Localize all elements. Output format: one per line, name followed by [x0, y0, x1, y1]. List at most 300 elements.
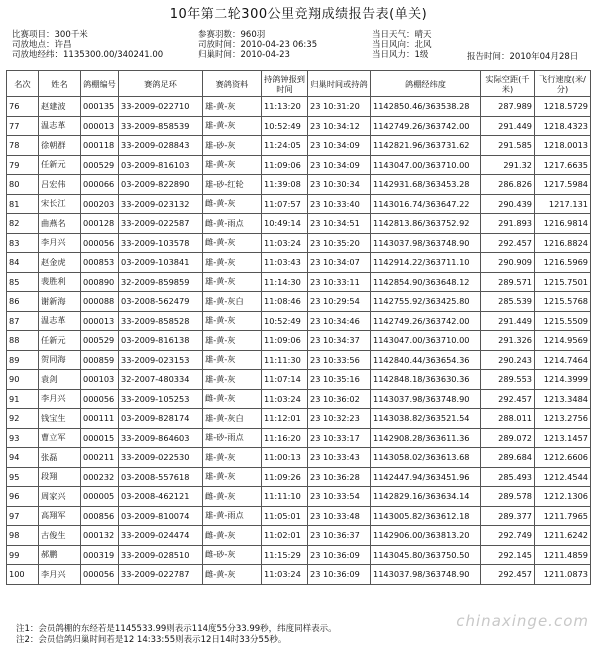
info-event-type: 比赛项目：300千米 [12, 30, 88, 40]
cell-bird-info: 雄-黄-灰 [203, 331, 262, 351]
cell-loft-id: 000232 [81, 467, 119, 487]
cell-coordinates: 1143047.00/363710.00 [371, 155, 481, 175]
cell-clock-time: 11:07:14 [262, 370, 308, 390]
cell-rank: 88 [7, 331, 39, 351]
header-distance: 实际空距(千米) [481, 71, 535, 97]
cell-clock-time: 11:03:43 [262, 253, 308, 273]
header-speed: 飞行速度(米/分) [535, 71, 591, 97]
cell-bird-info: 雌-黄-灰 [203, 565, 262, 585]
cell-speed: 1214.3999 [535, 370, 591, 390]
cell-name: 曹立军 [39, 428, 81, 448]
cell-loft-id: 000088 [81, 292, 119, 312]
cell-ring: 03-2009-828174 [119, 409, 203, 429]
table-row [7, 214, 591, 234]
cell-clock-time: 11:11:10 [262, 487, 308, 507]
cell-coordinates: 1142447.94/363451.96 [371, 467, 481, 487]
cell-rank: 78 [7, 136, 39, 156]
table-row [7, 292, 591, 312]
cell-rank: 89 [7, 350, 39, 370]
cell-return-time: 23 10:36:28 [308, 467, 371, 487]
cell-name: 李月兴 [39, 565, 81, 585]
cell-return-time: 23 10:34:09 [308, 136, 371, 156]
cell-ring: 33-2009-023132 [119, 194, 203, 214]
info-column-timing [198, 30, 317, 60]
cell-distance: 289.571 [481, 272, 535, 292]
note-time-format: 注2：会员信鸽归巢时间若是12 14:33:55则表示12日14时33分55秒。 [16, 635, 287, 645]
cell-ring: 33-2009-024474 [119, 526, 203, 546]
cell-rank: 90 [7, 370, 39, 390]
cell-coordinates: 1142854.90/363648.12 [371, 272, 481, 292]
cell-return-time: 23 10:34:37 [308, 331, 371, 351]
cell-coordinates: 1142848.18/363630.36 [371, 370, 481, 390]
cell-distance: 291.893 [481, 214, 535, 234]
cell-loft-id: 000111 [81, 409, 119, 429]
cell-speed: 1214.7464 [535, 350, 591, 370]
cell-ring: 03-2009-816103 [119, 155, 203, 175]
table-row [7, 487, 591, 507]
cell-return-time: 23 10:29:54 [308, 292, 371, 312]
cell-distance: 292.749 [481, 526, 535, 546]
cell-bird-info: 雌-黄-灰 [203, 487, 262, 507]
cell-loft-id: 000015 [81, 428, 119, 448]
cell-name: 古俊生 [39, 526, 81, 546]
cell-bird-info: 雄-黄-雨点 [203, 506, 262, 526]
cell-coordinates: 1142931.68/363453.28 [371, 175, 481, 195]
cell-name: 任新元 [39, 331, 81, 351]
cell-speed: 1215.5768 [535, 292, 591, 312]
cell-clock-time: 11:13:20 [262, 97, 308, 117]
cell-rank: 77 [7, 116, 39, 136]
cell-name: 裴胜利 [39, 272, 81, 292]
report-title: 10年第二轮300公里竞翔成绩报告表(单关) [169, 7, 428, 22]
cell-loft-id: 000135 [81, 97, 119, 117]
cell-distance: 289.578 [481, 487, 535, 507]
cell-clock-time: 10:49:14 [262, 214, 308, 234]
cell-coordinates: 1142914.22/363711.10 [371, 253, 481, 273]
header-loft-id: 鸽棚编号 [81, 71, 119, 97]
cell-name: 吕宏伟 [39, 175, 81, 195]
cell-coordinates: 1143038.82/363521.54 [371, 409, 481, 429]
cell-bird-info: 雄-黄-灰 [203, 448, 262, 468]
results-table [6, 70, 591, 585]
cell-loft-id: 000103 [81, 370, 119, 390]
cell-bird-info: 雄-黄-灰 [203, 253, 262, 273]
info-wind-force: 当日风力：1级 [372, 50, 429, 60]
cell-loft-id: 000211 [81, 448, 119, 468]
table-header-row [7, 71, 591, 97]
cell-loft-id: 000056 [81, 233, 119, 253]
cell-distance: 286.826 [481, 175, 535, 195]
cell-rank: 79 [7, 155, 39, 175]
cell-distance: 290.243 [481, 350, 535, 370]
cell-clock-time: 11:05:01 [262, 506, 308, 526]
cell-speed: 1217.131 [535, 194, 591, 214]
cell-distance: 291.449 [481, 116, 535, 136]
cell-clock-time: 11:14:30 [262, 272, 308, 292]
cell-ring: 33-2009-028510 [119, 545, 203, 565]
cell-rank: 80 [7, 175, 39, 195]
cell-speed: 1215.5509 [535, 311, 591, 331]
cell-distance: 290.909 [481, 253, 535, 273]
cell-ring: 33-2009-858528 [119, 311, 203, 331]
report-date: 报告时间：2010年04月28日 [467, 52, 579, 62]
info-column-event [12, 30, 163, 60]
cell-clock-time: 11:09:26 [262, 467, 308, 487]
cell-distance: 285.493 [481, 467, 535, 487]
cell-return-time: 23 10:36:02 [308, 389, 371, 409]
cell-speed: 1212.4544 [535, 467, 591, 487]
cell-return-time: 23 10:34:51 [308, 214, 371, 234]
cell-name: 赵建波 [39, 97, 81, 117]
cell-rank: 84 [7, 253, 39, 273]
cell-coordinates: 1142813.86/363752.92 [371, 214, 481, 234]
cell-loft-id: 000013 [81, 116, 119, 136]
table-row [7, 311, 591, 331]
cell-loft-id: 000859 [81, 350, 119, 370]
note-coordinate-format: 注1：会员鸽棚的东经若是1145533.99则表示114度55分33.99秒，纬度同样表示。 [16, 624, 337, 634]
cell-name: 温志革 [39, 311, 81, 331]
cell-coordinates: 1143005.82/363612.18 [371, 506, 481, 526]
table-row [7, 526, 591, 546]
table-body [7, 97, 591, 585]
cell-rank: 99 [7, 545, 39, 565]
cell-speed: 1213.1457 [535, 428, 591, 448]
cell-distance: 289.684 [481, 448, 535, 468]
cell-speed: 1212.6606 [535, 448, 591, 468]
cell-name: 李月兴 [39, 233, 81, 253]
cell-clock-time: 11:08:46 [262, 292, 308, 312]
cell-coordinates: 1142755.92/363425.80 [371, 292, 481, 312]
cell-ring: 33-2009-022710 [119, 97, 203, 117]
cell-return-time: 23 10:33:40 [308, 194, 371, 214]
cell-ring: 03-2008-562479 [119, 292, 203, 312]
cell-clock-time: 11:03:24 [262, 233, 308, 253]
cell-distance: 291.449 [481, 311, 535, 331]
cell-coordinates: 1143037.98/363748.90 [371, 389, 481, 409]
cell-ring: 03-2009-816138 [119, 331, 203, 351]
cell-return-time: 23 10:34:46 [308, 311, 371, 331]
cell-speed: 1216.9814 [535, 214, 591, 234]
table-row [7, 155, 591, 175]
cell-name: 曲燕名 [39, 214, 81, 234]
info-release-location: 司放地点：许昌 [12, 40, 72, 50]
table-row [7, 136, 591, 156]
cell-ring: 03-2008-462121 [119, 487, 203, 507]
cell-return-time: 23 10:33:43 [308, 448, 371, 468]
cell-coordinates: 1142749.26/363742.00 [371, 116, 481, 136]
cell-clock-time: 11:09:06 [262, 155, 308, 175]
cell-clock-time: 11:07:57 [262, 194, 308, 214]
cell-return-time: 23 10:35:20 [308, 233, 371, 253]
cell-return-time: 23 10:33:11 [308, 272, 371, 292]
cell-name: 钱宝生 [39, 409, 81, 429]
cell-speed: 1217.6635 [535, 155, 591, 175]
table-row [7, 116, 591, 136]
cell-ring: 33-2009-022530 [119, 448, 203, 468]
cell-rank: 81 [7, 194, 39, 214]
cell-bird-info: 雌-黄-灰 [203, 389, 262, 409]
cell-bird-info: 雄-黄-灰 [203, 467, 262, 487]
cell-coordinates: 1142840.44/363654.36 [371, 350, 481, 370]
cell-loft-id: 000529 [81, 331, 119, 351]
table-row [7, 350, 591, 370]
notes [16, 624, 337, 646]
cell-name: 郝鹏 [39, 545, 81, 565]
table-row [7, 331, 591, 351]
cell-rank: 86 [7, 292, 39, 312]
cell-ring: 03-2009-822890 [119, 175, 203, 195]
cell-loft-id: 000056 [81, 565, 119, 585]
cell-name: 袁剑 [39, 370, 81, 390]
cell-return-time: 23 10:35:16 [308, 370, 371, 390]
cell-return-time: 23 10:32:23 [308, 409, 371, 429]
cell-ring: 03-2009-810074 [119, 506, 203, 526]
header-return-time: 归巢时间或持鸽 [308, 71, 371, 97]
cell-bird-info: 雄-黄-灰 [203, 116, 262, 136]
cell-loft-id: 000066 [81, 175, 119, 195]
cell-ring: 33-2009-022587 [119, 214, 203, 234]
cell-bird-info: 雄-黄-灰 [203, 370, 262, 390]
cell-return-time: 23 10:36:37 [308, 526, 371, 546]
cell-return-time: 23 10:34:07 [308, 253, 371, 273]
cell-bird-info: 雄-砂-灰 [203, 136, 262, 156]
cell-rank: 95 [7, 467, 39, 487]
cell-speed: 1211.6242 [535, 526, 591, 546]
cell-clock-time: 11:24:05 [262, 136, 308, 156]
cell-ring: 32-2009-859859 [119, 272, 203, 292]
cell-ring: 33-2009-022787 [119, 565, 203, 585]
table-row [7, 389, 591, 409]
cell-name: 赵金虎 [39, 253, 81, 273]
cell-return-time: 23 10:33:56 [308, 350, 371, 370]
cell-ring: 03-2008-557618 [119, 467, 203, 487]
cell-speed: 1211.4859 [535, 545, 591, 565]
table-row [7, 233, 591, 253]
table-row [7, 428, 591, 448]
cell-name: 周家兴 [39, 487, 81, 507]
watermark: chinaxinge.com [456, 612, 589, 630]
cell-return-time: 23 10:34:12 [308, 116, 371, 136]
cell-loft-id: 000856 [81, 506, 119, 526]
cell-return-time: 23 10:34:09 [308, 155, 371, 175]
info-column-weather [372, 30, 432, 60]
info-entry-count: 参赛羽数：960羽 [198, 30, 266, 40]
cell-rank: 85 [7, 272, 39, 292]
cell-bird-info: 雌-黄-灰 [203, 233, 262, 253]
cell-name: 温志革 [39, 116, 81, 136]
cell-loft-id: 000890 [81, 272, 119, 292]
cell-bird-info: 雌-黄-灰 [203, 194, 262, 214]
cell-clock-time: 11:16:20 [262, 428, 308, 448]
cell-rank: 83 [7, 233, 39, 253]
info-release-time: 司放时间：2010-04-23 06:35 [198, 40, 318, 50]
cell-bird-info: 雄-黄-灰 [203, 97, 262, 117]
cell-bird-info: 雌-砂-灰 [203, 545, 262, 565]
cell-clock-time: 11:02:01 [262, 526, 308, 546]
cell-distance: 291.585 [481, 136, 535, 156]
cell-name: 任新元 [39, 155, 81, 175]
cell-bird-info: 雄-黄-灰 [203, 272, 262, 292]
cell-name: 贺同海 [39, 350, 81, 370]
cell-clock-time: 11:03:24 [262, 565, 308, 585]
cell-distance: 289.377 [481, 506, 535, 526]
table-row [7, 272, 591, 292]
cell-clock-time: 11:00:13 [262, 448, 308, 468]
cell-ring: 33-2009-103578 [119, 233, 203, 253]
cell-loft-id: 000013 [81, 311, 119, 331]
table-row [7, 97, 591, 117]
cell-rank: 97 [7, 506, 39, 526]
cell-speed: 1216.8824 [535, 233, 591, 253]
cell-bird-info: 雌-黄-灰 [203, 526, 262, 546]
cell-loft-id: 000203 [81, 194, 119, 214]
cell-coordinates: 1142850.46/363538.28 [371, 97, 481, 117]
cell-coordinates: 1142829.16/363634.14 [371, 487, 481, 507]
header-name: 姓名 [39, 71, 81, 97]
cell-speed: 1218.0013 [535, 136, 591, 156]
cell-rank: 76 [7, 97, 39, 117]
cell-return-time: 23 10:36:09 [308, 545, 371, 565]
cell-return-time: 23 10:30:34 [308, 175, 371, 195]
cell-rank: 82 [7, 214, 39, 234]
cell-rank: 100 [7, 565, 39, 585]
table-row [7, 253, 591, 273]
cell-ring: 03-2009-103841 [119, 253, 203, 273]
cell-bird-info: 雄-黄-灰 [203, 350, 262, 370]
cell-bird-info: 雄-黄-灰 [203, 155, 262, 175]
cell-distance: 292.457 [481, 565, 535, 585]
cell-bird-info: 雄-砂-红轮 [203, 175, 262, 195]
cell-loft-id: 000529 [81, 155, 119, 175]
cell-loft-id: 000132 [81, 526, 119, 546]
cell-speed: 1215.7501 [535, 272, 591, 292]
cell-clock-time: 11:39:08 [262, 175, 308, 195]
cell-coordinates: 1143037.98/363748.90 [371, 233, 481, 253]
info-return-date: 归巢时间：2010-04-23 [198, 50, 290, 60]
cell-speed: 1218.4323 [535, 116, 591, 136]
cell-distance: 292.457 [481, 389, 535, 409]
table-row [7, 448, 591, 468]
cell-speed: 1211.0873 [535, 565, 591, 585]
cell-ring: 33-2009-105253 [119, 389, 203, 409]
cell-speed: 1212.1306 [535, 487, 591, 507]
cell-rank: 93 [7, 428, 39, 448]
cell-speed: 1213.3484 [535, 389, 591, 409]
cell-loft-id: 000005 [81, 487, 119, 507]
cell-coordinates: 1142749.26/363742.00 [371, 311, 481, 331]
cell-rank: 96 [7, 487, 39, 507]
cell-distance: 290.439 [481, 194, 535, 214]
cell-loft-id: 000118 [81, 136, 119, 156]
cell-coordinates: 1143037.98/363748.90 [371, 565, 481, 585]
cell-return-time: 23 10:31:20 [308, 97, 371, 117]
cell-ring: 33-2009-028843 [119, 136, 203, 156]
cell-speed: 1216.5969 [535, 253, 591, 273]
cell-return-time: 23 10:36:09 [308, 565, 371, 585]
table-row [7, 409, 591, 429]
cell-coordinates: 1142908.28/363611.36 [371, 428, 481, 448]
cell-return-time: 23 10:33:54 [308, 487, 371, 507]
cell-name: 段翔 [39, 467, 81, 487]
table-row [7, 545, 591, 565]
table-row [7, 194, 591, 214]
cell-coordinates: 1143045.80/363750.50 [371, 545, 481, 565]
cell-coordinates: 1142906.00/363813.20 [371, 526, 481, 546]
cell-coordinates: 1143016.74/363647.22 [371, 194, 481, 214]
cell-loft-id: 000128 [81, 214, 119, 234]
header-rank: 名次 [7, 71, 39, 97]
cell-name: 谢新海 [39, 292, 81, 312]
cell-distance: 291.326 [481, 331, 535, 351]
cell-bird-info: 雄-黄-灰 [203, 311, 262, 331]
cell-distance: 291.32 [481, 155, 535, 175]
cell-rank: 91 [7, 389, 39, 409]
cell-distance: 285.539 [481, 292, 535, 312]
table-row [7, 506, 591, 526]
cell-rank: 94 [7, 448, 39, 468]
cell-distance: 287.989 [481, 97, 535, 117]
cell-coordinates: 1143058.02/363613.68 [371, 448, 481, 468]
cell-bird-info: 雄-砂-雨点 [203, 428, 262, 448]
cell-name: 李月兴 [39, 389, 81, 409]
cell-ring: 33-2009-858539 [119, 116, 203, 136]
table-row [7, 370, 591, 390]
cell-clock-time: 10:52:49 [262, 116, 308, 136]
cell-loft-id: 000853 [81, 253, 119, 273]
cell-ring: 33-2009-023153 [119, 350, 203, 370]
info-weather: 当日天气：晴天 [372, 30, 432, 40]
cell-ring: 33-2009-864603 [119, 428, 203, 448]
header-bird-info: 赛鸽资料 [203, 71, 262, 97]
cell-return-time: 23 10:33:17 [308, 428, 371, 448]
cell-ring: 32-2007-480334 [119, 370, 203, 390]
cell-distance: 289.553 [481, 370, 535, 390]
info-release-coordinates: 司放地经纬：1135300.00/340241.00 [12, 50, 164, 60]
header-clock-time: 持鸽钟报到时间 [262, 71, 308, 97]
cell-speed: 1218.5729 [535, 97, 591, 117]
cell-loft-id: 000056 [81, 389, 119, 409]
cell-name: 徐朝群 [39, 136, 81, 156]
table-row [7, 467, 591, 487]
cell-speed: 1211.7965 [535, 506, 591, 526]
header-coordinates: 鸽棚经纬度 [371, 71, 481, 97]
header-ring: 赛鸽足环 [119, 71, 203, 97]
cell-distance: 292.457 [481, 233, 535, 253]
cell-distance: 289.072 [481, 428, 535, 448]
cell-clock-time: 11:15:29 [262, 545, 308, 565]
cell-rank: 87 [7, 311, 39, 331]
cell-rank: 92 [7, 409, 39, 429]
cell-coordinates: 1142821.96/363731.62 [371, 136, 481, 156]
cell-clock-time: 11:09:06 [262, 331, 308, 351]
table-row [7, 175, 591, 195]
table-row [7, 565, 591, 585]
cell-rank: 98 [7, 526, 39, 546]
cell-name: 宋长江 [39, 194, 81, 214]
cell-distance: 288.011 [481, 409, 535, 429]
cell-bird-info: 雌-黄-雨点 [203, 214, 262, 234]
cell-distance: 292.145 [481, 545, 535, 565]
cell-speed: 1213.2756 [535, 409, 591, 429]
cell-bird-info: 雄-黄-灰白 [203, 409, 262, 429]
cell-bird-info: 雄-黄-灰白 [203, 292, 262, 312]
cell-clock-time: 11:03:24 [262, 389, 308, 409]
cell-name: 张磊 [39, 448, 81, 468]
cell-clock-time: 11:12:01 [262, 409, 308, 429]
cell-speed: 1214.9569 [535, 331, 591, 351]
cell-name: 高翔军 [39, 506, 81, 526]
cell-coordinates: 1143047.00/363710.00 [371, 331, 481, 351]
